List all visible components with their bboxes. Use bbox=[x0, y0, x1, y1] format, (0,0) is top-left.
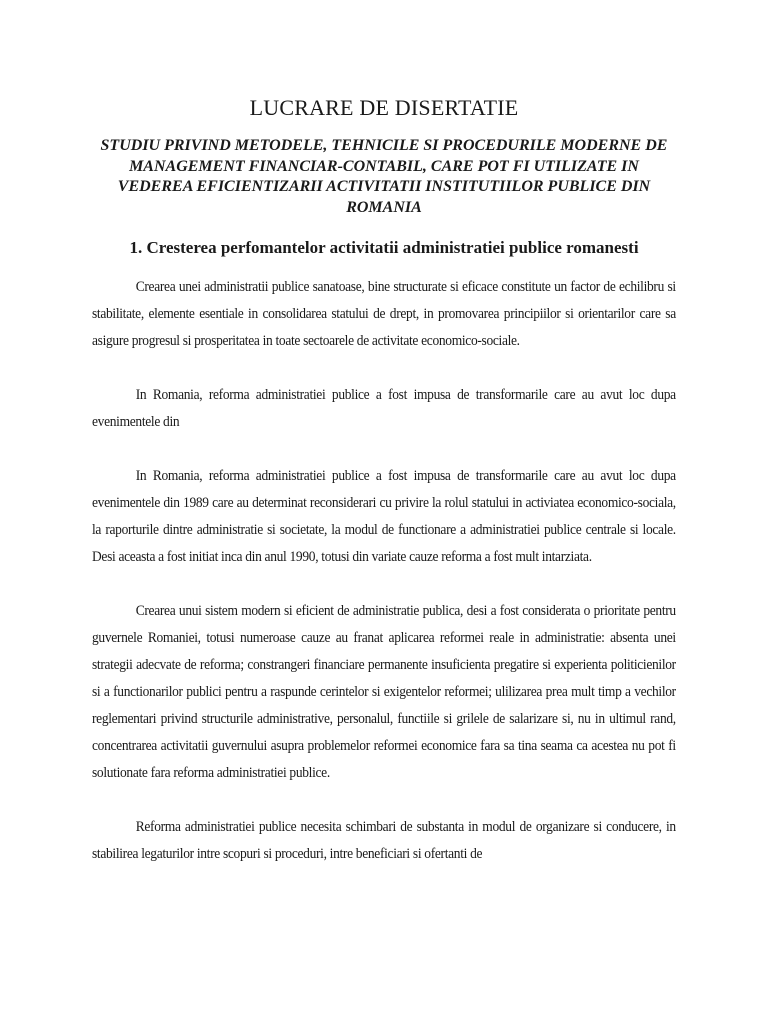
paragraph-3: In Romania, reforma administratiei publice a fost impusa de transformarile care au avut loc dupa evenimentele din 1989 care au determinat reconsiderari cu privire la rolul statului in activiatea economico-sociala, la raporturile dintre administratie si societate, la modul de functionare a administratiei publice centrale si locale. Desi aceasta a fost initiat inca din anul 1990, totusi din variate cauze reforma a fost mult intarziata. bbox=[92, 468, 676, 565]
document-body bbox=[92, 274, 676, 868]
section-heading: 1. Cresterea perfomantelor activitatii administratiei publice romanesti bbox=[129, 238, 639, 257]
paragraph-2: In Romania, reforma administratiei publice a fost impusa de transformarile care au avut loc dupa evenimentele din bbox=[92, 387, 676, 430]
paragraph-1: Crearea unei administratii publice sanatoase, bine structurate si eficace constitute un factor de echilibru si stabilitate, elemente esentiale in consolidarea statului de drept, in promovarea principiilor si orientarilor care sa asigure progresul si prosperitatea in toate sectoarele de activitate economico-sociale. bbox=[92, 279, 676, 349]
document-subtitle: STUDIU PRIVIND METODELE, TEHNICILE SI PROCEDURILE MODERNE DE MANAGEMENT FINANCIAR-CONTABIL, CARE POT FI UTILIZATE IN VEDEREA EFICIENTIZARII ACTIVITATII INSTITUTIILOR PUBLICE DIN ROMANIA bbox=[100, 137, 668, 216]
paragraph-4: Crearea unui sistem modern si eficient de administratie publica, desi a fost considerata o prioritate pentru guvernele Romaniei, totusi numeroase cauze au franat aplicarea reformei reale in administratie: absenta unei strategii adecvate de reforma; constrangeri financiare permanente insuficienta pregatire si experienta politicienilor si a functionarilor publici pentru a raspunde cerintelor si exigentelor reformei; ulilizarea prea mult timp a vechilor reglementari privind structurile administrative, personalul, functiile si grilele de salarizare si, nu in ultimul rand, concentrarea activitatii guvernului asupra problemelor reformei economice fara sa tina seama ca acestea nu pot fi solutionate fara reforma administratiei publice. bbox=[92, 603, 676, 781]
document-title: LUCRARE DE DISERTATIE bbox=[249, 95, 519, 120]
paragraph-5: Reforma administratiei publice necesita schimbari de substanta in modul de organizare si conducere, in stabilirea legaturilor intre scopuri si proceduri, intre beneficiari si ofertanti de bbox=[92, 819, 676, 862]
